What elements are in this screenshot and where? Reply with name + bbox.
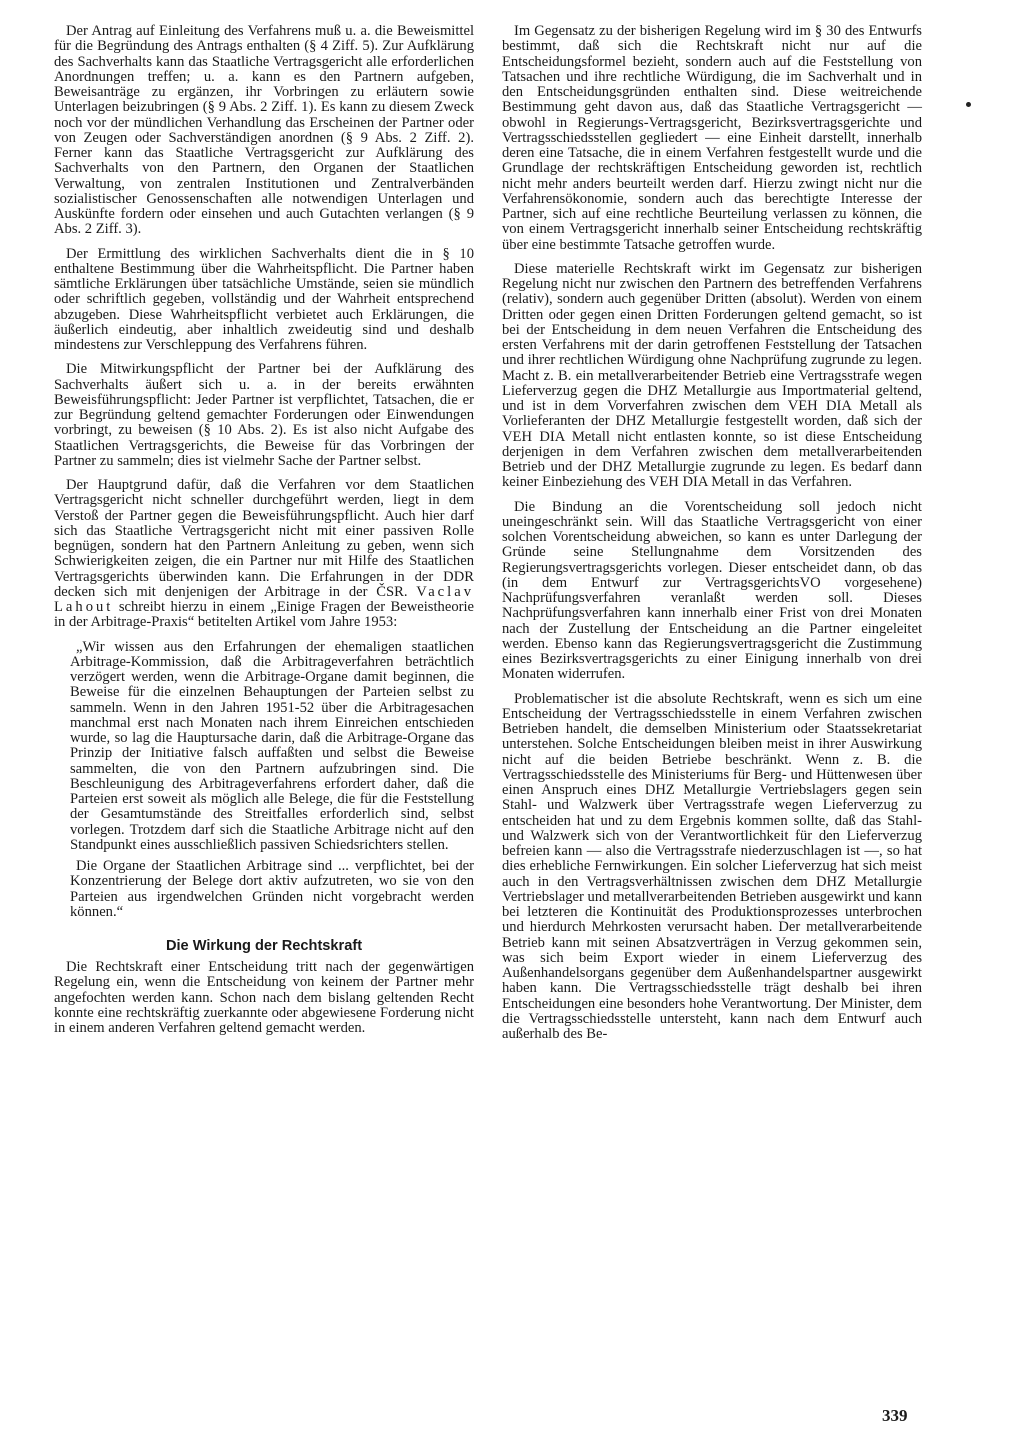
paragraph: Die Bindung an die Vorentscheidung soll jedoch nicht uneingeschränkt sein. Will das Staatliche Vertragsgericht von einer solchen Vorentscheidung abweichen, so kann es unter Darlegung der Gründe seine Stellungnahme dem Vorsitzenden des Regierungsvertragsgerichts vorlegen. Dieser entscheidet dann, ob das (in dem Entwurf zur VertragsgerichtsVO vorgesehene) Nachprüfungsverfahren veranlaßt werden soll. Dieses Nachprüfungsverfahren kann innerhalb einer Frist von drei Monaten nach der Zustellung der Entscheidung an die Partner eingeleitet werden. Ebenso kann das Regierungsvertragsgericht die Zustimmung eines Bezirksvertragsgerichts zu einer Einigung innerhalb von drei Monaten widerrufen. [502, 498, 922, 683]
block-quote: „Wir wissen aus den Erfahrungen der ehemaligen staatlichen Arbitrage-Kommission, daß die Arbitrageverfahren beträchtlich verzögert werden, wenn die Arbitrage-Organe damit beginnen, die Beweise für die einzelnen Behauptungen der Parteien selbst zu sammeln. Wenn in den Jahren 1951-52 über die Arbitragesachen manchmal erst nach Monaten nach ihrem Einreichen entschieden wurde, so lag die Hauptursache darin, daß die Arbitrage-Organe das Prinzip der Initiative falsch auffaßten und selbst die Beweise sammelten, die von den Partnern aufzubringen sind. Die Beschleunigung des Arbitrageverfahrens erfordert daher, daß die Parteien erst soweit als möglich alle Belege, die für die Feststellung der Gesamtumstände des Streitfalles erforderlich sind, selbst vorlegen. Trotzdem darf sich die Staatliche Arbitrage nicht auf den Standpunkt eines ausschließlich passiven Schiedsrichters stellen. [70, 638, 474, 853]
paragraph: Im Gegensatz zu der bisherigen Regelung wird im § 30 des Entwurfs bestimmt, daß sich die Rechtskraft nicht nur auf die Entscheidungsformel bezieht, sondern auch auf die Feststellung von Tatsachen und ihre rechtliche Würdigung, die im Sachverhalt und in den Entscheidungsgründen enthalten sind. Diese weitreichende Bestimmung geht davon aus, daß das Staatliche Vertragsgericht — obwohl in Regierungs-Vertragsgericht, Bezirksvertragsgerichte und Vertragsschiedsstellen gegliedert — eine Einheit darstellt, innerhalb deren eine Tatsache, die in einem Verfahren festgestellt wurde und die Grundlage der rechtskräftigen Entscheidung geworden ist, rechtlich nicht mehr anders beurteilt werden darf. Hierzu zwingt nicht nur die Verfahrensökonomie, sondern auch das berechtigte Interesse der Partner, sich auf eine rechtliche Beurteilung verlassen zu können, die von einem Vertragsgericht innerhalb seiner Entscheidung rechtskräftig über eine bestimmte Tatsache getroffen wurde. [502, 23, 922, 253]
right-column [502, 24, 922, 1051]
page-number: 339 [882, 1406, 908, 1425]
paragraph: Der Antrag auf Einleitung des Verfahrens muß u. a. die Beweismittel für die Begründung des Antrags enthalten (§ 4 Ziff. 5). Zur Aufklärung des Sachverhalts kann das Staatliche Vertragsgericht alle erforderlichen Anordnungen treffen; u. a. kann es den Partnern aufgeben, Beweisanträge zu ergänzen, ihr Vorbringen zu erläutern sowie Unterlagen beizubringen (§ 9 Abs. 2 Ziff. 1). Es kann zu diesem Zweck noch vor der mündlichen Verhandlung das Erscheinen der Partner oder von Zeugen oder Sachverständigen anordnen (§ 9 Abs. 2 Ziff. 2). Ferner kann das Staatliche Vertragsgericht zur Aufklärung des Sachverhalts von den Partnern, den Organen der Staatlichen Verwaltung, von zentralen Institutionen und Zentralverbänden sozialistischer Genossenschaften alle notwendigen Unterlagen und Auskünfte fordern oder einsehen und auch Gutachten verlangen (§ 9 Abs. 2 Ziff. 3). [54, 23, 474, 238]
text-run: Der Hauptgrund dafür, daß die Verfahren vor dem Staatlichen Vertragsgericht nicht schneller durchgeführt werden, liegt in dem Verstoß der Partner gegen die Beweisführungspflicht. Auch hier darf sich das Staatliche Vertragsgericht nicht mit einer passiven Rolle begnügen, sondern hat den Partnern Anleitung zu geben, wenn sich Schwierigkeiten zeigen, die ein Partner nur mit Hilfe des Staatlichen Vertragsgerichts überwinden kann. Die Erfahrungen in der DDR decken sich mit denjenigen der Arbitrage in der ČSR. [54, 477, 474, 600]
paragraph: Die Rechtskraft einer Entscheidung tritt nach der gegenwärtigen Regelung ein, wenn die Entscheidung von keinem der Partner mehr angefochten werden kann. Schon nach dem bislang geltenden Recht konnte eine rechtskräftig zuerkannte oder abgewiesene Forderung nicht in einem anderen Verfahren geltend gemacht werden. [54, 959, 474, 1036]
text-run: schreibt hierzu in einem „Einige Fragen der Beweistheorie in der Arbitrage-Praxis“ betitelten Artikel vom Jahre 1953: [54, 599, 475, 631]
paragraph: Problematischer ist die absolute Rechtskraft, wenn es sich um eine Entscheidung der Vertragsschiedsstelle in einem Verfahren zwischen Betrieben handelt, die demselben Ministerium oder Staatssekretariat unterstehen. Solche Entscheidungen bleiben meist in ihrer Auswirkung nicht auf die beiden Betriebe beschränkt. Wenn z. B. die Vertragsschiedsstelle des Ministeriums für Berg- und Hüttenwesen über einen Anspruch eines DHZ Metallurgie Vertriebslagers gegen sein Stahl- und Walzwerk über Vertragsstrafe wegen Lieferverzug zu entscheiden hat und zu dem Ergebnis kommen sollte, daß das Stahl- und Walzwerk sich von der Verantwortlichkeit für den Lieferverzug befreien kann — also die Vertragsstrafe niederzuschlagen ist —, so hat dies erhebliche Fernwirkungen. Ein solcher Lieferverzug hat sich meist auch in den Vertragsverhältnissen zwischen dem DHZ Metallurgie Vertriebslager und metallverarbeitenden Betrieben ausgewirkt und kann bei letzteren die Kontinuität des Produktionsprozesses unterbrochen und hierdurch Mehrkosten verursacht haben. Der metallverarbeitende Betrieb kann mit seinen Absatzverträgen in Verzug gekommen sein, was sich beim Export wieder in einem Lieferverzug des Außenhandelsorgans gegenüber dem Außenhandelspartner ausgewirkt haben kann. Die Vertragsschiedsstelle trägt deshalb bei ihren Entscheidungen eine besonders hohe Verantwortung. Der Minister, dem die Vertragsschiedsstelle untersteht, kann nach dem Entwurf auch außerhalb des Be- [502, 690, 922, 1042]
margin-mark [966, 102, 971, 107]
paragraph: Die Mitwirkungspflicht der Partner bei der Aufklärung des Sachverhalts äußert sich u. a. in der bereits erwähnten Beweisführungspflicht: Jeder Partner ist verpflichtet, Tatsachen, die er zur Begründung geltend gemachter Forderungen oder Einwendungen vorbringt, zu beweisen (§ 10 Abs. 2). Es ist also nicht Aufgabe des Staatlichen Vertragsgerichts, die Beweise für das Vorbringen der Partner zu sammeln; dies ist vielmehr Sache der Partner selbst. [54, 361, 474, 469]
author-name: Vaclav Lahout [54, 583, 474, 615]
left-column [54, 24, 474, 1045]
paragraph: Diese materielle Rechtskraft wirkt im Gegensatz zur bisherigen Regelung nicht nur zwischen den Partnern des betreffenden Verfahrens (relativ), sondern auch gegenüber Dritten (absolut). Werden von einem Dritten oder gegen einen Dritten Forderungen geltend gemacht, so ist bei der Entscheidung in dem neuen Verfahren die Entscheidung des ersten Verfahrens mit der darin getroffenen Feststellung der Tatsachen und ihrer rechtlichen Würdigung ohne Nachprüfung zugrunde zu legen. Macht z. B. ein metallverarbeitender Betrieb eine Vertragsstrafe wegen Lieferverzug gegen die DHZ Metallurgie aus Importmaterial geltend, und ist in dem Vorverfahren zwischen dem VEH DIA Metall als Vorlieferanten der DHZ Metallurgie festgestellt worden, daß sich der VEH DIA Metall nicht entlasten konnte, so ist diese Entscheidung derjenigen in dem Verfahren zwischen dem metallverarbeitenden Betrieb und der DHZ Metallurgie zugrunde zu legen. Es bedarf dann keiner Einbeziehung des VEH DIA Metall in das Verfahren. [502, 260, 922, 491]
paragraph [54, 478, 474, 631]
section-heading: Die Wirkung der Rechtskraft [165, 938, 363, 954]
paragraph: Der Ermittlung des wirklichen Sachverhalts dient die in § 10 enthaltene Bestimmung über die Wahrheitspflicht. Die Partner haben sämtliche Erklärungen über tatsächliche Umstände, seien sie mündlich oder schriftlich gegeben, vollständig und der Wahrheit entsprechend abzugeben. Diese Wahrheitspflicht verbietet auch Erklärungen, die äußerlich eindeutig, aber inhaltlich zweideutig sind und deshalb mindestens zur Verschleppung des Verfahrens führen. [54, 245, 474, 353]
block-quote: Die Organe der Staatlichen Arbitrage sind ... verpflichtet, bei der Konzentrierung der Belege dort aktiv aufzutreten, wo sie von den Parteien aus irgendwelchen Gründen nicht vorgebracht werden können.“ [70, 858, 474, 920]
